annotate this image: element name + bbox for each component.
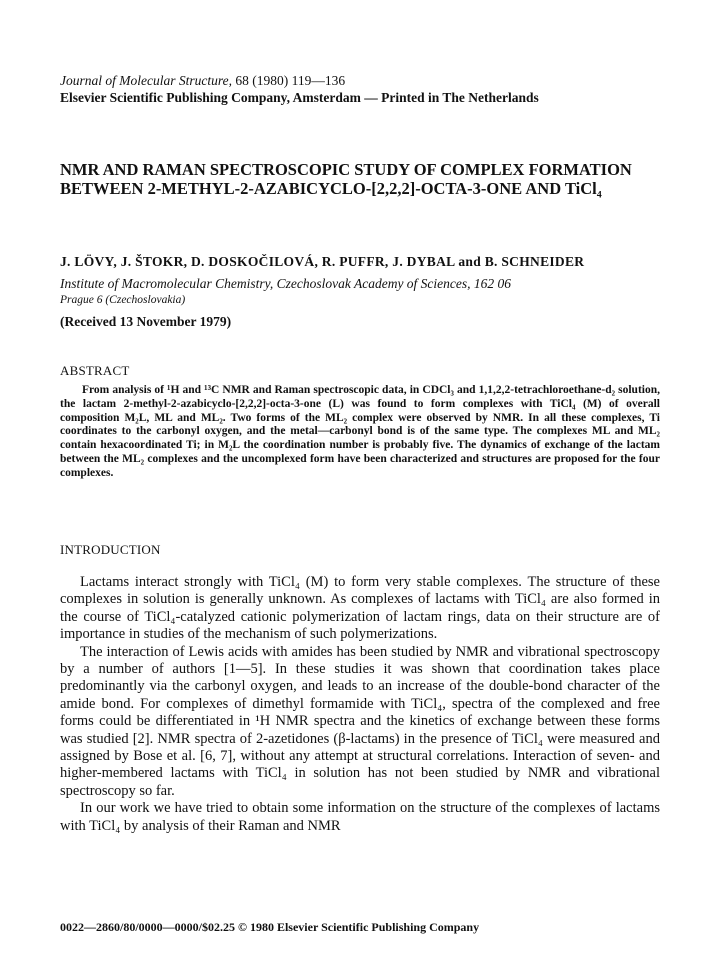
author-list: J. LÖVY, J. ŠTOKR, D. DOSKOČILOVÁ, R. PUFFR, J. DYBAL and B. SCHNEIDER <box>60 254 585 269</box>
journal-volume-pages: 68 (1980) 119—136 <box>231 73 346 88</box>
introduction-heading: INTRODUCTION <box>60 542 161 557</box>
received-date: (Received 13 November 1979) <box>60 314 232 329</box>
intro-paragraph: Lactams interact strongly with TiCl₄ (M) to form very stable complexes. The structure of these complexes in solution is generally unknown. As complexes of lactams with TiCl₄ are also formed in the course of TiCl₄-catalyzed cationic polymerization of lactam rings, data on their structure are of importance in studies of the mechanism of such polymerizations. <box>60 574 660 643</box>
journal-header <box>60 72 539 106</box>
affiliation-institute: Institute of Macromolecular Chemistry, Czechoslovak Academy of Sciences, 162 06 <box>60 276 512 291</box>
abstract-text: From analysis of ¹H and ¹³C NMR and Raman spectroscopic data, in CDCl₃ and 1,1,2,2-tetrachloroethane-d₂ solution, the lactam 2-methyl-2-azabicyclo-[2,2,2]-octa-3-one (L) was found to form complexes with TiCl₄ (M) of overall composition M₂L, ML and ML₂. Two forms of the ML₂ complex were observed by NMR. In all these complexes, Ti coordinates to the carbonyl oxygen, and the metal—carbonyl bond is of the same type. The complexes ML and ML₂ contain hexacoordinated Ti; in M₂L the coordination number is probably five. The dynamics of exchange of the lactam between the ML₂ complexes and the uncomplexed form have been characterized and structures are proposed for the four complexes. <box>60 384 660 479</box>
abstract-heading: ABSTRACT <box>60 363 130 378</box>
affiliation-city: Prague 6 (Czechoslovakia) <box>60 294 186 306</box>
journal-name: Journal of Molecular Structure, <box>60 73 232 88</box>
publisher-line: Elsevier Scientific Publishing Company, Amsterdam — Printed in The Netherlands <box>60 90 539 105</box>
paper-title: NMR AND RAMAN SPECTROSCOPIC STUDY OF COMPLEX FORMATION BETWEEN 2-METHYL-2-AZABICYCLO-[2,2,2]-OCTA-3-ONE AND TiCl₄ <box>60 160 632 198</box>
journal-citation <box>60 72 539 89</box>
affiliation <box>60 276 680 308</box>
intro-paragraph: In our work we have tried to obtain some information on the structure of the complexes of lactams with TiCl₄ by analysis of their Raman and NMR <box>60 800 660 834</box>
copyright-footer: 0022—2860/80/0000—0000/$02.25 © 1980 Elsevier Scientific Publishing Company <box>60 920 480 934</box>
introduction-body <box>60 574 660 835</box>
intro-paragraph: The interaction of Lewis acids with amides has been studied by NMR and vibrational spectroscopy by a number of authors [1—5]. In these studies it was shown that coordination takes place predominantly via the carbonyl oxygen, and leads to an increase of the double-bond character of the amide bond. For complexes of dimethyl formamide with TiCl₄, spectra of the complexed and free forms could be differentiated in ¹H NMR spectra and the kinetics of exchange between these forms was studied [2]. NMR spectra of 2-azetidones (β-lactams) in the presence of TiCl₄ were measured and assigned by Bose et al. [6, 7], without any attempt at structural correlations. Interaction of seven- and higher-membered lactams with TiCl₄ in solution has not been studied by NMR and vibrational spectroscopy so far. <box>60 643 660 799</box>
